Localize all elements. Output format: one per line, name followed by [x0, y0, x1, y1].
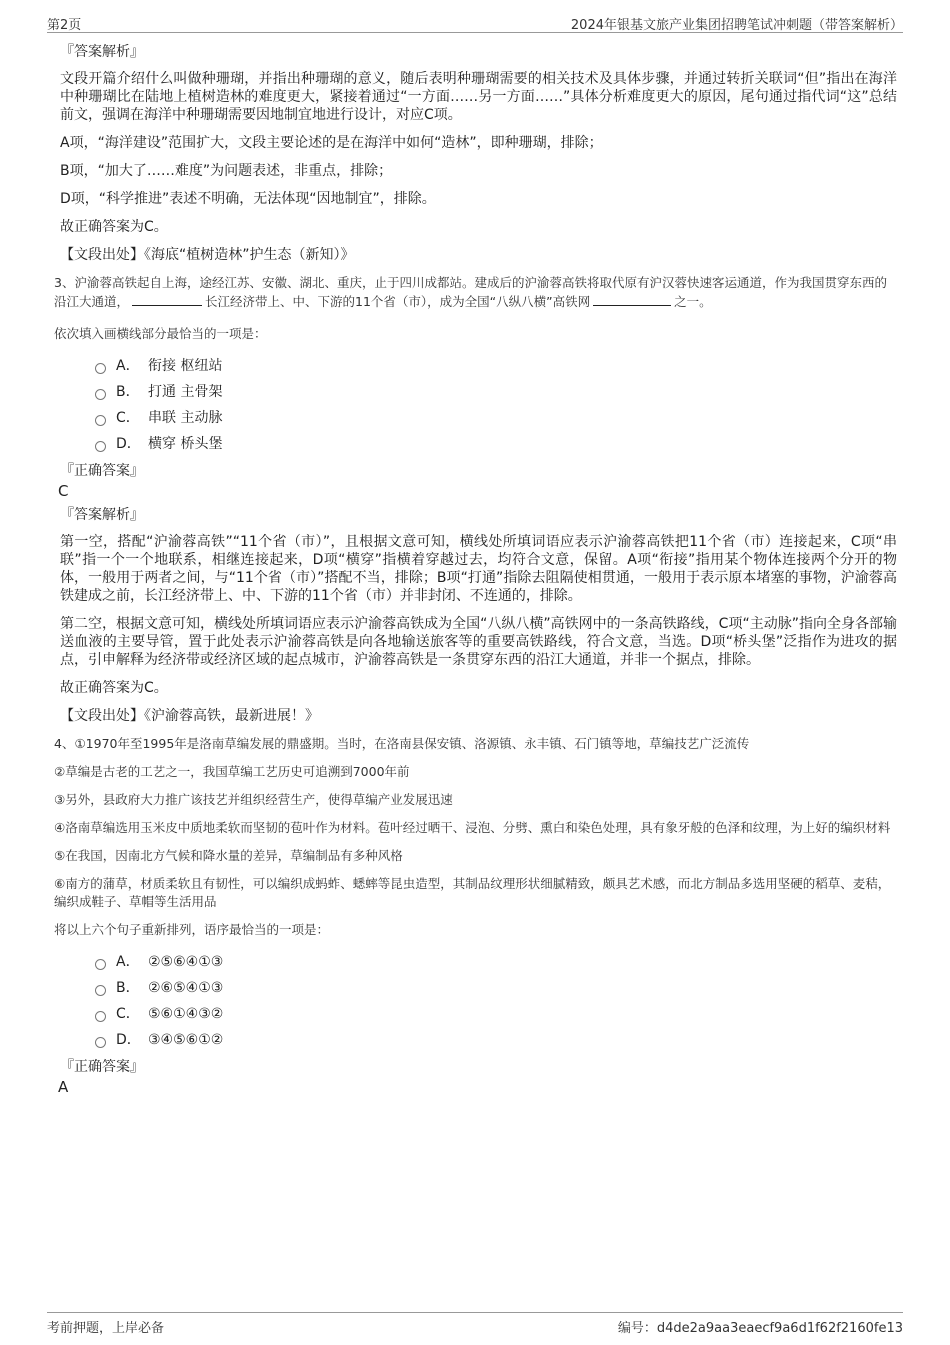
page-header [47, 12, 903, 33]
document-title: 2024年银基文旅产业集团招聘笔试冲刺题（带答案解析） [570, 18, 903, 33]
option-c[interactable]: C． 串联 主动脉 [95, 405, 897, 431]
question-3-part-a: 3、沪渝蓉高铁起自上海，途经江苏、安徽、湖北、重庆，止于四川成都站。建成后的沪渝蓉高铁将取代原有沪汉蓉快速客运通道，作为我国贯穿东西的沿江大通道， [54, 275, 887, 309]
analysis-conclusion: 故正确答案为C。 [60, 219, 168, 235]
radio-button-icon[interactable] [95, 1011, 106, 1022]
question-4-sentence-6: ⑥南方的蒲草，材质柔软且有韧性，可以编织成蚂蚱、蟋蟀等昆虫造型，其制品纹理形状细腻精致，颇具艺术感，而北方制品多选用坚硬的稻草、麦秸，编织成鞋子、草帽等生活用品 [54, 876, 891, 909]
question-3-options [95, 353, 897, 457]
option-a[interactable]: A． ②⑤⑥④①③ [95, 949, 897, 975]
question-4-sentence-2: ②草编是古老的工艺之一，我国草编工艺历史可追溯到7000年前 [54, 764, 410, 779]
question-3-prompt: 依次填入画横线部分最恰当的一项是： [54, 326, 267, 341]
question-4-options [95, 949, 897, 1053]
source-title: 《沪渝蓉高铁，最新进展！》 [144, 708, 319, 724]
page-content [54, 42, 897, 1101]
question-3-part-c: 之一。 [674, 294, 712, 309]
radio-button-icon[interactable] [95, 1037, 106, 1048]
analysis-option-a: A项，“海洋建设”范围扩大，文段主要论述的是在海洋中如何“造林”，即种珊瑚，排除； [60, 135, 603, 151]
page-footer [47, 1312, 903, 1336]
option-c[interactable]: C． ⑤⑥①④③② [95, 1001, 897, 1027]
analysis-label: 『答案解析』 [60, 507, 144, 523]
question-4-sentence-1: 4、①1970年至1995年是洛南草编发展的鼎盛期。当时，在洛南县保安镇、洛源镇、永丰镇、石门镇等地，草编技艺广泛流传 [54, 736, 750, 751]
question-4-sentence-3: ③另外，县政府大力推广该技艺并组织经营生产，使得草编产业发展迅速 [54, 792, 453, 807]
source-title: 《海底“植树造林”护生态（新知）》 [144, 247, 355, 263]
option-a[interactable]: A． 衔接 枢纽站 [95, 353, 897, 379]
analysis-paragraph: 文段开篇介绍什么叫做种珊瑚，并指出种珊瑚的意义，随后表明种珊瑚需要的相关技术及具体步骤，并通过转折关联词“但”指出在海洋中种珊瑚比在陆地上植树造林的难度更大，紧接着通过“一方面……另一方面……”具体分析难度更大的原因，尾句通过指代词“这”总结前文，强调在海洋中种珊瑚需要因地制宜地进行设计，对应C项。 [60, 71, 897, 123]
radio-button-icon[interactable] [95, 389, 106, 400]
option-d[interactable]: D． ③④⑤⑥①② [95, 1027, 897, 1053]
radio-button-icon[interactable] [95, 415, 106, 426]
footer-slogan: 考前押题，上岸必备 [47, 1321, 165, 1336]
document-code: 编号：d4de2a9aa3eaecf9a6d1f62f2160fe13 [617, 1321, 903, 1336]
radio-button-icon[interactable] [95, 985, 106, 996]
page-number: 第2页 [47, 18, 82, 33]
question-4-sentence-4: ④洛南草编选用玉米皮中质地柔软而坚韧的苞叶作为材料。苞叶经过晒干、浸泡、分劈、熏白和染色处理，具有象牙般的色泽和纹理，为上好的编织材料 [54, 820, 891, 835]
source-line [60, 707, 897, 725]
source-line [60, 246, 897, 264]
question-3-text [54, 274, 897, 311]
question-4-prompt: 将以上六个句子重新排列，语序最恰当的一项是： [54, 922, 330, 937]
analysis-label: 『答案解析』 [60, 44, 144, 60]
blank-1 [132, 292, 202, 306]
analysis-option-b: B项，“加大了……难度”为问题表述，非重点，排除； [60, 163, 393, 179]
question-3-part-b: 长江经济带上、中、下游的11个省（市），成为全国“八纵八横”高铁网 [205, 294, 591, 309]
correct-answer-label: 『正确答案』 [60, 463, 144, 479]
source-label: 【文段出处】 [60, 708, 144, 724]
question-4-sentence-5: ⑤在我国，因南北方气候和降水量的差异，草编制品有多种风格 [54, 848, 403, 863]
option-b[interactable]: B． 打通 主骨架 [95, 379, 897, 405]
radio-button-icon[interactable] [95, 441, 106, 452]
source-label: 【文段出处】 [60, 247, 144, 263]
radio-button-icon[interactable] [95, 363, 106, 374]
correct-answer: A [58, 1078, 69, 1096]
analysis-option-d: D项，“科学推进”表述不明确，无法体现“因地制宜”，排除。 [60, 191, 436, 207]
radio-button-icon[interactable] [95, 959, 106, 970]
analysis-paragraph-1: 第一空，搭配“沪渝蓉高铁”“11个省（市）”，且根据文意可知，横线处所填词语应表示沪渝蓉高铁把11个省（市）连接起来，C项“串联”指一个一个地联系，相继连接起来，D项“横穿”指横着穿越过去，均符合文意，保留。A项“衔接”指用某个物体连接两个分开的物体，一般用于两者之间，与“11个省（市）”搭配不当，排除；B项“打通”指除去阻隔使相贯通，一般用于表示原本堵塞的事物，沪渝蓉高铁建成之前，长江经济带上、中、下游的11个省（市）并非封闭、不连通的，排除。 [60, 534, 897, 604]
correct-answer-label: 『正确答案』 [60, 1059, 144, 1075]
blank-2 [593, 292, 671, 306]
analysis-conclusion: 故正确答案为C。 [60, 680, 168, 696]
option-b[interactable]: B． ②⑥⑤④①③ [95, 975, 897, 1001]
option-d[interactable]: D． 横穿 桥头堡 [95, 431, 897, 457]
analysis-paragraph-2: 第二空，根据文意可知，横线处所填词语应表示沪渝蓉高铁成为全国“八纵八横”高铁网中的一条高铁路线，C项“主动脉”指向全身各部输送血液的主要导管，置于此处表示沪渝蓉高铁是向各地输送旅客等的重要高铁路线，符合文意，当选。D项“桥头堡”泛指作为进攻的据点，引申解释为经济带或经济区域的起点城市，沪渝蓉高铁是一条贯穿东西的沿江大通道，并非一个据点，排除。 [60, 616, 897, 668]
correct-answer: C [58, 482, 69, 500]
